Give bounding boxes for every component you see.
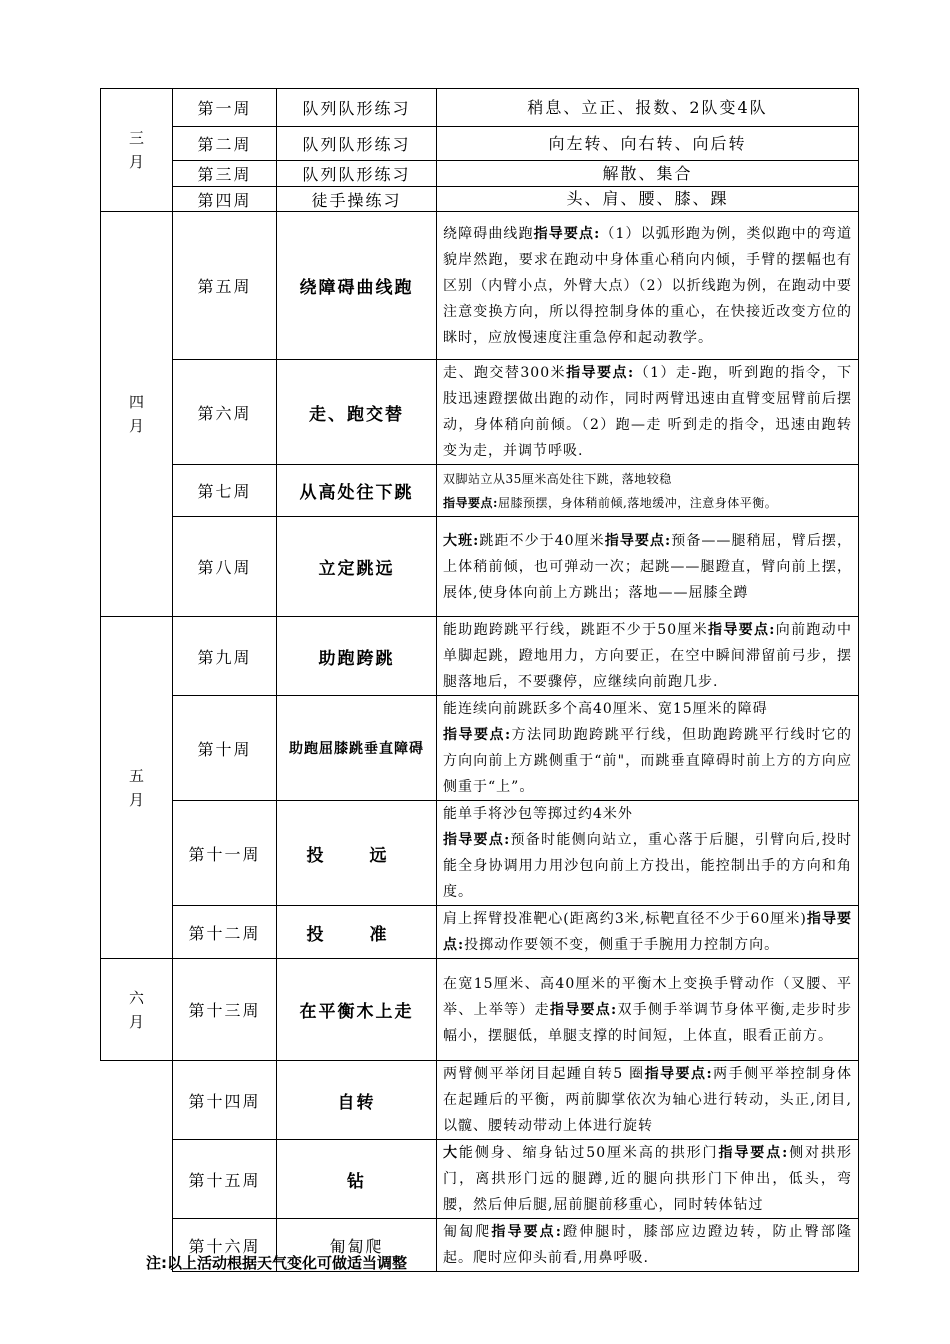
activity-cell: 走、跑交替	[277, 360, 437, 465]
week-cell: 第五周	[173, 212, 277, 360]
content-cell: 两臂侧平举闭目起踵自转5 圈指导要点:两手侧平举控制身体在起踵后的平衡，两前脚掌依次为轴心进行转动，头正,闭目,以髋、腰转动带动上体进行旋转	[437, 1061, 859, 1140]
month-june: 六 月	[101, 959, 173, 1061]
table-row	[101, 906, 859, 959]
week-cell: 第六周	[173, 360, 277, 465]
activity-cell: 投 准	[277, 906, 437, 959]
content-cell: 走、跑交替300米指导要点:（1）走-跑，听到跑的指令，下肢迅速蹬摆做出跑的动作，同时两臂迅速由直臂变屈臂前后摆动，身体稍向前倾。（2）跑—走 听到走的指令，迅速由跑转变为走，并调节呼吸.	[437, 360, 859, 465]
content-cell: 能单手将沙包等掷过约4米外 指导要点:预备时能侧向站立，重心落于后腿，引臂向后,投时能全身协调用力用沙包向前上方投出，能控制出手的方向和角度。	[437, 801, 859, 906]
activity-cell: 自转	[277, 1061, 437, 1140]
week-cell: 第七周	[173, 465, 277, 517]
table-row	[101, 959, 859, 1061]
footnote: 注:以上活动根据天气变化可做适当调整	[146, 1254, 408, 1272]
activity-cell: 绕障碍曲线跑	[277, 212, 437, 360]
table-row	[101, 696, 859, 801]
table-row	[101, 617, 859, 696]
week-cell: 第十二周	[173, 906, 277, 959]
activity-cell: 从高处往下跳	[277, 465, 437, 517]
week-cell: 第十三周	[173, 959, 277, 1061]
week-cell: 第十四周	[173, 1061, 277, 1140]
month-may: 五 月	[101, 617, 173, 959]
week-cell: 第十五周	[173, 1140, 277, 1219]
content-cell: 双脚站立从35厘米高处往下跳，落地较稳 指导要点:屈膝预摆，身体稍前倾,落地缓冲，注意身体平衡。	[437, 465, 859, 517]
content-cell: 能助跑跨跳平行线，跳距不少于50厘米指导要点:向前跑动中单脚起跳，蹬地用力，方向要正，在空中瞬间滞留前弓步，摆腿落地后，不要骤停，应继续向前跑几步.	[437, 617, 859, 696]
table-row	[101, 161, 859, 187]
month-march: 三 月	[101, 89, 173, 212]
table-row	[101, 127, 859, 161]
activity-cell: 队列队形练习	[277, 127, 437, 161]
content-cell: 绕障碍曲线跑指导要点:（1）以弧形跑为例，类似跑中的弯道貌岸然跑，要求在跑动中身体重心稍向内倾，手臂的摆幅也有区别（内臂小点，外臂大点）（2）以折线跑为例，在跑动中要注意变换方向，所以得控制身体的重心，在快接近改变方位的眯时，应放慢速度注重急停和起动教学。	[437, 212, 859, 360]
activity-cell: 匍匐爬	[277, 1219, 437, 1272]
week-cell: 第八周	[173, 517, 277, 617]
table-row	[101, 1140, 859, 1219]
activity-cell: 助跑跨跳	[277, 617, 437, 696]
empty-month-cell	[101, 1061, 173, 1272]
content-cell: 向左转、向右转、向后转	[437, 127, 859, 161]
week-cell: 第一周	[173, 89, 277, 127]
activity-cell: 立定跳远	[277, 517, 437, 617]
schedule-table	[100, 88, 859, 1272]
week-cell: 第三周	[173, 161, 277, 187]
activity-cell: 投 远	[277, 801, 437, 906]
content-cell: 解散、集合	[437, 161, 859, 187]
activity-cell: 助跑屈膝跳垂直障碍	[277, 696, 437, 801]
table-row	[101, 465, 859, 517]
table-row	[101, 517, 859, 617]
content-cell: 头、肩、腰、膝、踝	[437, 187, 859, 212]
week-cell: 第二周	[173, 127, 277, 161]
content-cell: 肩上挥臂投准靶心(距离约3米,标靶直径不少于60厘米)指导要点:投掷动作要领不变，侧重于手腕用力控制方向。	[437, 906, 859, 959]
week-cell: 第四周	[173, 187, 277, 212]
table-row	[101, 187, 859, 212]
content-cell: 稍息、立正、报数、2队变4队	[437, 89, 859, 127]
week-cell: 第十一周	[173, 801, 277, 906]
activity-cell: 队列队形练习	[277, 89, 437, 127]
content-cell: 匍匐爬指导要点:蹬伸腿时，膝部应边蹬边转，防止臀部隆起。爬时应仰头前看,用鼻呼吸.	[437, 1219, 859, 1272]
week-cell: 第十六周	[173, 1219, 277, 1272]
table-row	[101, 89, 859, 127]
table-row	[101, 801, 859, 906]
week-cell: 第九周	[173, 617, 277, 696]
activity-cell: 徒手操练习	[277, 187, 437, 212]
table-row	[101, 212, 859, 360]
table-row	[101, 360, 859, 465]
content-cell: 在宽15厘米、高40厘米的平衡木上变换手臂动作（叉腰、平举、上举等）走指导要点:双手侧手举调节身体平衡,走步时步幅小，摆腿低，单腿支撑的时间短，上体直，眼看正前方。	[437, 959, 859, 1061]
content-cell: 大班:跳距不少于40厘米指导要点:预备——腿稍屈，臂后摆，上体稍前倾，也可弹动一次；起跳——腿蹬直，臂向前上摆，展体,使身体向前上方跳出；落地——屈膝全蹲	[437, 517, 859, 617]
activity-cell: 队列队形练习	[277, 161, 437, 187]
activity-cell: 在平衡木上走	[277, 959, 437, 1061]
month-april: 四 月	[101, 212, 173, 617]
table-row	[101, 1061, 859, 1140]
activity-cell: 钻	[277, 1140, 437, 1219]
content-cell: 能连续向前跳跃多个高40厘米、宽15厘米的障碍 指导要点:方法同助跑跨跳平行线，但助跑跨跳平行线时它的方向向前上方跳侧重于“前"，而跳垂直障碍时前上方的方向应侧重于“上”。	[437, 696, 859, 801]
week-cell: 第十周	[173, 696, 277, 801]
content-cell: 大能侧身、缩身钻过50厘米高的拱形门指导要点:侧对拱形门，离拱形门远的腿蹲,近的腿向拱形门下伸出，低头，弯腰，然后伸后腿,屈前腿前移重心，同时转体钻过	[437, 1140, 859, 1219]
